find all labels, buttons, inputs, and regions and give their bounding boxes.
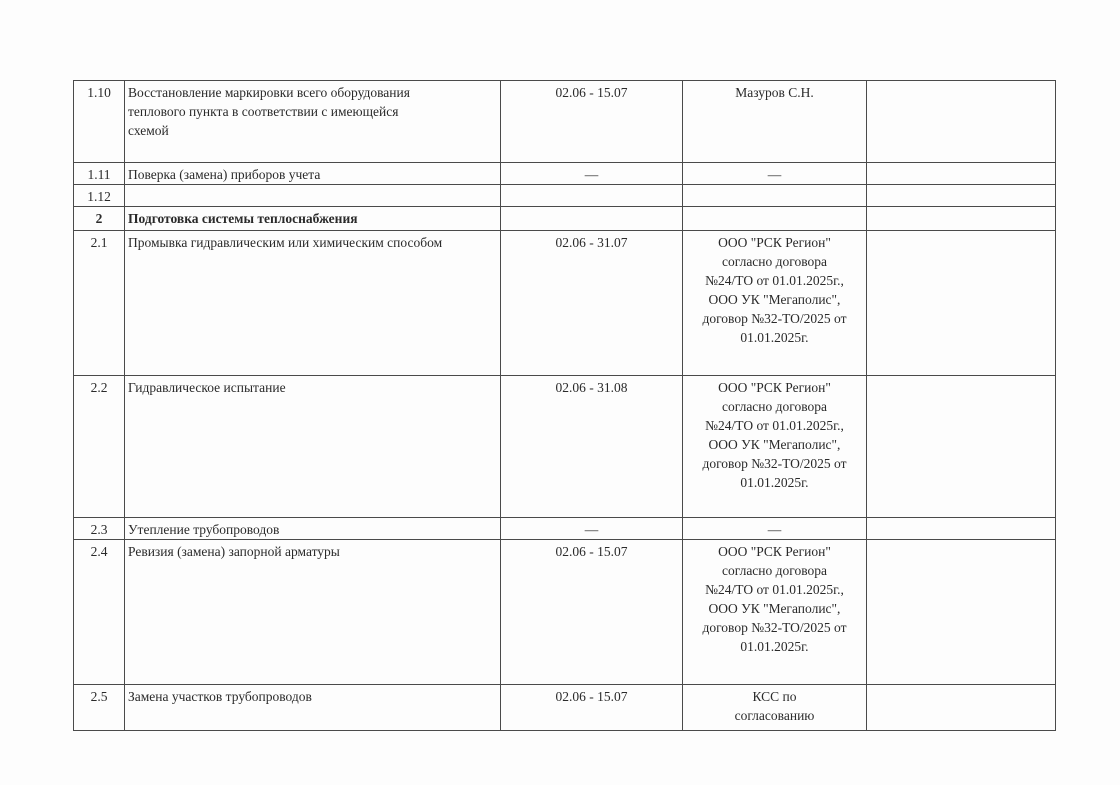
responsible-cell: —: [683, 163, 867, 185]
period-cell: 02.06 - 15.07: [501, 685, 683, 731]
section-title: Подготовка системы теплоснабжения: [125, 207, 501, 231]
period-cell: [501, 207, 683, 231]
table-row: [74, 376, 1056, 518]
work-description: Поверка (замена) приборов учета: [125, 163, 501, 185]
work-description: Утепление трубопроводов: [125, 518, 501, 540]
period-cell: —: [501, 518, 683, 540]
row-number: 2.3: [74, 518, 125, 540]
note-cell: [867, 540, 1056, 685]
row-number: 1.11: [74, 163, 125, 185]
table-row: [74, 685, 1056, 731]
responsible-cell: ООО "РСК Регион" согласно договора №24/ТО от 01.01.2025г., ООО УК "Мегаполис", договор №32-ТО/2025 от 01.01.2025г.: [683, 231, 867, 376]
row-number: 2.5: [74, 685, 125, 731]
responsible-cell: —: [683, 518, 867, 540]
note-cell: [867, 231, 1056, 376]
table-row: [74, 231, 1056, 376]
table-row: [74, 163, 1056, 185]
table-row: [74, 518, 1056, 540]
period-cell: 02.06 - 15.07: [501, 540, 683, 685]
section-heading-row: [74, 207, 1056, 231]
responsible-cell: [683, 185, 867, 207]
responsible-cell: Мазуров С.Н.: [683, 81, 867, 163]
work-description: Промывка гидравлическим или химическим способом: [125, 231, 501, 376]
period-cell: 02.06 - 31.07: [501, 231, 683, 376]
note-cell: [867, 518, 1056, 540]
row-number: 2.2: [74, 376, 125, 518]
work-description: Замена участков трубопроводов: [125, 685, 501, 731]
table-row: [74, 81, 1056, 163]
row-number: 1.10: [74, 81, 125, 163]
note-cell: [867, 163, 1056, 185]
note-cell: [867, 185, 1056, 207]
table-row: [74, 185, 1056, 207]
period-cell: 02.06 - 15.07: [501, 81, 683, 163]
period-cell: [501, 185, 683, 207]
responsible-cell: ООО "РСК Регион" согласно договора №24/ТО от 01.01.2025г., ООО УК "Мегаполис", договор №32-ТО/2025 от 01.01.2025г.: [683, 540, 867, 685]
table-row: [74, 540, 1056, 685]
work-plan-table: [73, 80, 1056, 731]
note-cell: [867, 685, 1056, 731]
row-number: 2.4: [74, 540, 125, 685]
period-cell: —: [501, 163, 683, 185]
responsible-cell: ООО "РСК Регион" согласно договора №24/ТО от 01.01.2025г., ООО УК "Мегаполис", договор №32-ТО/2025 от 01.01.2025г.: [683, 376, 867, 518]
work-description: [125, 185, 501, 207]
work-description: Гидравлическое испытание: [125, 376, 501, 518]
period-cell: 02.06 - 31.08: [501, 376, 683, 518]
responsible-cell: [683, 207, 867, 231]
responsible-cell: КСС по согласованию: [683, 685, 867, 731]
note-cell: [867, 81, 1056, 163]
work-description: Восстановление маркировки всего оборудования теплового пункта в соответствии с имеющейся схемой: [125, 81, 501, 163]
note-cell: [867, 376, 1056, 518]
note-cell: [867, 207, 1056, 231]
section-number: 2: [74, 207, 125, 231]
row-number: 1.12: [74, 185, 125, 207]
row-number: 2.1: [74, 231, 125, 376]
work-description: Ревизия (замена) запорной арматуры: [125, 540, 501, 685]
